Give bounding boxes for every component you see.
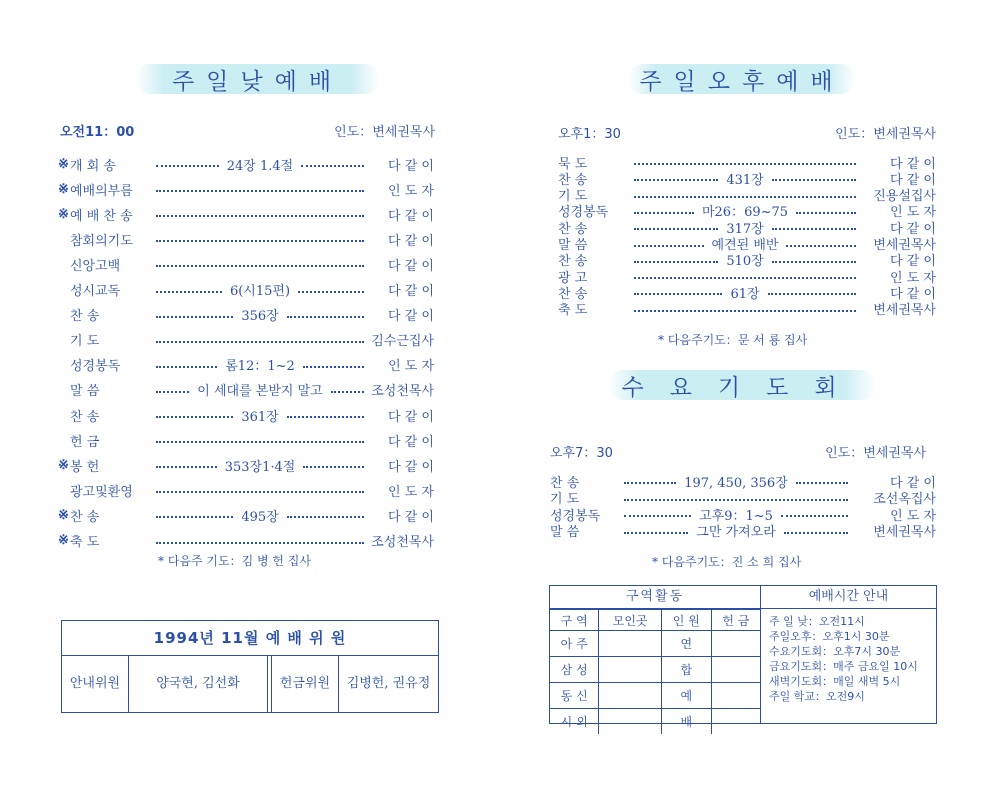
order-label: 축 도 bbox=[70, 535, 100, 550]
order-label: 기 도 bbox=[558, 189, 588, 205]
order-detail: 61장 bbox=[730, 286, 760, 302]
order-label: 예배의부름 bbox=[70, 183, 133, 199]
order-row bbox=[58, 180, 434, 198]
standing-mark: ※ bbox=[58, 457, 69, 473]
leader-dots bbox=[156, 265, 364, 267]
afternoon-next-prayer: * 다음주기도：문 서 룡 집사 bbox=[658, 333, 808, 347]
standing-mark: ※ bbox=[58, 156, 69, 172]
committee-title: 1994년 11월 예 배 위 원 bbox=[62, 621, 438, 656]
order-row bbox=[58, 406, 434, 424]
order-role: 다 같 이 bbox=[388, 459, 435, 475]
order-label: 기 도 bbox=[70, 334, 100, 350]
leader-dots bbox=[156, 190, 364, 192]
leader-dots bbox=[156, 516, 233, 518]
leader-dots bbox=[287, 316, 364, 318]
committee-box bbox=[61, 620, 439, 713]
schedule-line: 수요기도회：오후7시 30분 bbox=[769, 645, 901, 658]
order-role: 진용설집사 bbox=[873, 189, 936, 205]
standing-mark: ※ bbox=[58, 533, 69, 548]
order-role: 인 도 자 bbox=[890, 508, 937, 524]
district-header-cell: 헌 금 bbox=[711, 610, 760, 631]
order-detail: 롬12：1~2 bbox=[225, 359, 295, 375]
district-cell: 삼 성 bbox=[550, 657, 599, 683]
leader-dots bbox=[772, 179, 856, 181]
order-role: 다 같 이 bbox=[890, 156, 936, 172]
order-label: 신앙고백 bbox=[70, 258, 121, 274]
order-label: 헌 금 bbox=[70, 434, 100, 450]
schedule-list bbox=[769, 614, 918, 704]
district-cell bbox=[711, 631, 760, 657]
order-label: 찬 송 bbox=[558, 286, 588, 302]
wednesday-next-prayer: * 다음주기도：진 소 희 집사 bbox=[652, 555, 802, 569]
district-cell bbox=[711, 683, 760, 709]
guide-names: 양국현, 김선화 bbox=[156, 676, 240, 691]
leader-dots bbox=[634, 277, 856, 279]
leader-dots bbox=[624, 482, 676, 484]
order-label: 찬 송 bbox=[70, 309, 100, 325]
order-row bbox=[58, 230, 434, 248]
order-detail: 361장 bbox=[241, 409, 279, 425]
leader-dots bbox=[772, 228, 856, 230]
afternoon-service-time: 오후1：30 bbox=[558, 127, 621, 142]
order-label: 예 배 찬 송 bbox=[70, 208, 133, 224]
leader-dots bbox=[301, 165, 364, 167]
order-role: 조성천목사 bbox=[371, 384, 435, 400]
leader-dots bbox=[156, 316, 233, 318]
order-role: 다 같 이 bbox=[890, 475, 936, 491]
leader-dots bbox=[784, 532, 848, 534]
order-row bbox=[58, 306, 434, 324]
order-role: 인 도 자 bbox=[388, 183, 434, 199]
wednesday-service-leader: 인도：변세권목사 bbox=[825, 446, 926, 461]
leader-dots bbox=[156, 291, 222, 293]
order-label: 찬 송 bbox=[558, 254, 588, 270]
district-cell: 시 외 bbox=[550, 709, 599, 735]
order-detail: 고후9：1~5 bbox=[699, 508, 773, 524]
leader-dots bbox=[634, 196, 856, 198]
leader-dots bbox=[156, 240, 364, 242]
district-header-cell: 인 원 bbox=[661, 610, 711, 631]
leader-dots bbox=[634, 261, 718, 263]
leader-dots bbox=[634, 179, 718, 181]
district-cell: 동 신 bbox=[550, 683, 599, 709]
order-label: 봉 헌 bbox=[70, 459, 100, 475]
wednesday-service-time: 오후7：30 bbox=[550, 446, 613, 461]
table-row bbox=[550, 709, 760, 735]
order-detail: 197, 450, 356장 bbox=[684, 475, 788, 491]
sunday-next-prayer: * 다음주 기도：김 병 헌 집사 bbox=[158, 554, 311, 568]
table-row bbox=[550, 631, 760, 657]
order-row bbox=[58, 481, 434, 499]
order-role: 인 도 자 bbox=[890, 205, 937, 221]
leader-dots bbox=[156, 466, 217, 468]
leader-dots bbox=[156, 165, 219, 167]
sunday-service-title: 주일낮예배 bbox=[135, 64, 380, 94]
order-row bbox=[58, 356, 434, 374]
order-role: 다 같 이 bbox=[388, 233, 434, 249]
order-role: 다 같 이 bbox=[388, 208, 434, 224]
order-row bbox=[58, 255, 434, 273]
afternoon-service-leader: 인도：변세권목사 bbox=[835, 127, 936, 142]
order-row bbox=[58, 431, 434, 449]
order-role: 다 같 이 bbox=[388, 434, 434, 450]
leader-dots bbox=[156, 341, 364, 343]
order-row bbox=[58, 456, 434, 474]
order-label: 찬 송 bbox=[550, 475, 580, 491]
leader-dots bbox=[634, 163, 856, 165]
leader-dots bbox=[772, 261, 856, 263]
leader-dots bbox=[624, 532, 688, 534]
order-label: 성경봉독 bbox=[558, 205, 609, 221]
leader-dots bbox=[287, 516, 364, 518]
order-detail: 510장 bbox=[726, 254, 764, 270]
order-detail: 마26：69~75 bbox=[701, 205, 789, 221]
district-cell: 아 주 bbox=[550, 631, 599, 657]
order-detail: 24장 1.4절 bbox=[226, 158, 294, 174]
district-header-cell: 모인곳 bbox=[599, 610, 662, 631]
wednesday-service-title: 수요기도회 bbox=[608, 370, 876, 400]
order-row bbox=[58, 381, 434, 399]
order-label: 말 씀 bbox=[70, 384, 100, 400]
sunday-service-leader: 인도：변세권목사 bbox=[334, 125, 435, 140]
order-role: 인 도 자 bbox=[890, 270, 936, 286]
order-detail: 이 세대를 본받지 말고 bbox=[197, 384, 323, 400]
order-label: 찬 송 bbox=[558, 172, 588, 188]
order-detail: 317장 bbox=[726, 221, 764, 237]
leader-dots bbox=[156, 416, 233, 418]
order-detail: 495장 bbox=[241, 509, 279, 525]
order-role: 변세권목사 bbox=[873, 525, 937, 540]
leader-dots bbox=[287, 416, 364, 418]
order-row bbox=[558, 300, 936, 318]
leader-dots bbox=[634, 310, 856, 312]
leader-dots bbox=[298, 291, 364, 293]
order-detail: 353장1·4절 bbox=[224, 459, 296, 475]
district-cell bbox=[599, 683, 662, 709]
order-row bbox=[58, 532, 434, 550]
order-role: 다 같 이 bbox=[890, 172, 936, 188]
district-cell bbox=[711, 709, 760, 735]
order-row bbox=[58, 205, 434, 223]
schedule-line: 주일오후：오후1시 30분 bbox=[769, 630, 890, 643]
order-label: 말 씀 bbox=[550, 525, 580, 540]
order-role: 다 같 이 bbox=[890, 286, 937, 302]
order-label: 기 도 bbox=[550, 492, 580, 507]
district-cell: 예 bbox=[661, 683, 711, 709]
leader-dots bbox=[634, 293, 722, 295]
order-role: 다 같 이 bbox=[388, 258, 434, 274]
order-label: 광고및환영 bbox=[70, 484, 133, 500]
leader-dots bbox=[634, 245, 704, 247]
leader-dots bbox=[156, 542, 364, 544]
guide-label: 안내위원 bbox=[62, 656, 129, 712]
leader-dots bbox=[156, 366, 217, 368]
order-label: 성시교독 bbox=[70, 284, 121, 299]
district-cell bbox=[711, 657, 760, 683]
order-detail: 6(시15편) bbox=[229, 284, 291, 299]
district-cell: 배 bbox=[661, 709, 711, 735]
district-title: 구역활동 bbox=[550, 586, 761, 609]
order-role: 다 같 이 bbox=[388, 158, 434, 174]
order-label: 참회의기도 bbox=[70, 233, 133, 249]
district-schedule-box bbox=[549, 585, 937, 729]
leader-dots bbox=[156, 215, 364, 217]
order-role: 변세권목사 bbox=[873, 238, 936, 253]
afternoon-service-title: 주일오후예배 bbox=[628, 64, 856, 94]
schedule-line: 새벽기도회：매일 새벽 5시 bbox=[769, 675, 901, 688]
leader-dots bbox=[768, 293, 856, 295]
order-label: 찬 송 bbox=[70, 409, 100, 425]
order-role: 조성천목사 bbox=[371, 535, 434, 550]
leader-dots bbox=[796, 482, 848, 484]
offering-label: 헌금위원 bbox=[272, 656, 339, 712]
leader-dots bbox=[624, 499, 848, 501]
order-label: 말 씀 bbox=[558, 238, 588, 253]
order-label: 성경봉독 bbox=[550, 508, 601, 524]
standing-mark: ※ bbox=[58, 206, 69, 222]
schedule-line: 금요기도회：매주 금요일 10시 bbox=[769, 660, 918, 673]
table-row bbox=[550, 683, 760, 709]
schedule-line: 주 일 낮：오전11시 bbox=[769, 615, 865, 628]
district-table bbox=[550, 609, 760, 734]
offering-names: 김병헌, 권유정 bbox=[346, 676, 431, 691]
district-cell: 연 bbox=[661, 631, 711, 657]
order-detail: 그만 가져오라 bbox=[696, 525, 776, 540]
leader-dots bbox=[634, 212, 694, 214]
order-role: 다 같 이 bbox=[388, 284, 435, 299]
order-label: 개 회 송 bbox=[70, 158, 116, 174]
leader-dots bbox=[331, 391, 364, 393]
standing-mark: ※ bbox=[58, 181, 69, 197]
order-detail: 356장 bbox=[241, 309, 279, 325]
leader-dots bbox=[303, 366, 364, 368]
standing-mark: ※ bbox=[58, 507, 69, 523]
order-detail: 예견된 배반 bbox=[711, 238, 779, 253]
order-row bbox=[58, 155, 434, 173]
leader-dots bbox=[786, 245, 856, 247]
leader-dots bbox=[796, 212, 856, 214]
district-header-cell: 구 역 bbox=[550, 610, 599, 631]
leader-dots bbox=[624, 515, 691, 517]
order-label: 광 고 bbox=[558, 270, 588, 286]
leader-dots bbox=[156, 391, 189, 393]
district-cell bbox=[599, 657, 662, 683]
district-cell: 합 bbox=[661, 657, 711, 683]
schedule-line: 주일 학교：오전9시 bbox=[769, 690, 865, 703]
order-row bbox=[550, 522, 936, 540]
leader-dots bbox=[634, 228, 718, 230]
order-role: 조선옥집사 bbox=[873, 492, 936, 507]
schedule-title: 예배시간 안내 bbox=[761, 586, 936, 609]
leader-dots bbox=[303, 466, 364, 468]
order-role: 다 같 이 bbox=[890, 221, 936, 237]
order-row bbox=[58, 506, 434, 524]
order-role: 변세권목사 bbox=[873, 303, 936, 319]
district-cell bbox=[599, 631, 662, 657]
order-role: 인 도 자 bbox=[388, 484, 434, 500]
table-row bbox=[550, 657, 760, 683]
order-row bbox=[58, 281, 434, 299]
leader-dots bbox=[156, 491, 364, 493]
order-label: 찬 송 bbox=[70, 509, 100, 525]
sunday-service-time: 오전11：00 bbox=[60, 125, 135, 140]
district-cell bbox=[599, 709, 662, 735]
order-role: 다 같 이 bbox=[890, 254, 936, 270]
order-role: 다 같 이 bbox=[388, 509, 434, 525]
order-label: 축 도 bbox=[558, 303, 588, 319]
leader-dots bbox=[781, 515, 848, 517]
order-role: 다 같 이 bbox=[388, 409, 434, 425]
order-detail: 431장 bbox=[726, 172, 764, 188]
order-label: 성경봉독 bbox=[70, 359, 121, 375]
schedule-divider bbox=[760, 586, 761, 723]
order-row bbox=[58, 331, 434, 349]
leader-dots bbox=[156, 441, 364, 443]
order-role: 김수근집사 bbox=[371, 334, 434, 350]
order-label: 찬 송 bbox=[558, 221, 588, 237]
order-role: 인 도 자 bbox=[388, 359, 435, 375]
order-label: 묵 도 bbox=[558, 156, 588, 172]
order-role: 다 같 이 bbox=[388, 309, 434, 325]
